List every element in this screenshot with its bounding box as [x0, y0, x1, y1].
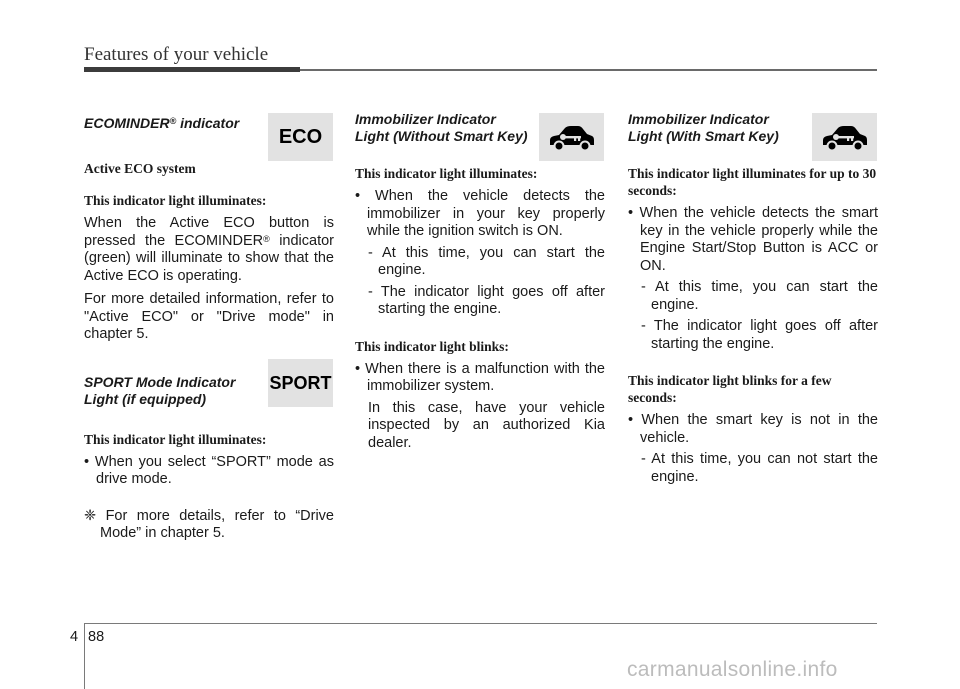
- car-key-icon: [539, 113, 604, 161]
- sport-illum-heading: This indicator light illuminates:: [84, 431, 267, 447]
- sport-heading: SPORT Mode Indicator Light (if equipped): [84, 373, 236, 407]
- immobilizer-nosk-illum-heading: This indicator light illuminates:: [355, 166, 538, 181]
- eco-illum-heading: This indicator light illuminates:: [84, 193, 267, 208]
- page-header-title: Features of your vehicle: [84, 44, 269, 65]
- immobilizer-nosk-dash-2: - The indicator light goes off after starting the engine.: [368, 283, 605, 317]
- footer-rule: [84, 623, 877, 624]
- eco-indicator-icon: ECO: [268, 113, 333, 161]
- header-rule: [300, 69, 877, 71]
- car-key-icon: [812, 113, 877, 161]
- immobilizer-nosk-bullet-2: • When there is a malfunction with the immobilizer system.: [355, 360, 605, 394]
- footer-divider: [84, 624, 85, 689]
- immobilizer-nosk-paragraph: In this case, have your vehicle inspected by an authorized Kia dealer.: [368, 399, 605, 451]
- immobilizer-sk-blink-heading: This indicator light blinks for a few seconds:: [628, 373, 832, 405]
- ecominder-heading: ECOMINDER® indicator: [84, 115, 240, 131]
- sport-bullet-1: • When you select “SPORT” mode as drive mode.: [84, 453, 334, 487]
- immobilizer-nosk-blink-heading: This indicator light blinks:: [355, 338, 509, 354]
- column-immobilizer-smart-key: [628, 108, 878, 486]
- immobilizer-sk-dash-2: - The indicator light goes off after starting the engine.: [641, 318, 878, 352]
- column-eco-sport: [84, 108, 334, 543]
- header-bar: [84, 67, 300, 72]
- car-key-icon-graphic: [820, 123, 870, 151]
- car-key-icon-graphic: [547, 123, 597, 151]
- immobilizer-nosk-bullet-1: • When the vehicle detects the immobilizer in your key properly while the ignition switch is ON.: [355, 188, 605, 239]
- immobilizer-sk-dash-1: - At this time, you can start the engine.: [641, 279, 878, 313]
- immobilizer-nosk-heading: Immobilizer Indicator Light (Without Smart Key): [355, 111, 528, 144]
- footer-page-number: 88: [88, 629, 105, 645]
- watermark: carmanualsonline.info: [627, 658, 838, 681]
- immobilizer-sk-heading: Immobilizer Indicator Light (With Smart Key): [628, 111, 779, 144]
- sport-note: ❈ For more details, refer to “Drive Mode” in chapter 5.: [84, 507, 334, 541]
- immobilizer-sk-dash-3: - At this time, you can not start the engine.: [641, 451, 878, 485]
- eco-subhead: Active ECO system: [84, 161, 196, 176]
- footer-chapter-number: 4: [70, 629, 79, 645]
- immobilizer-nosk-dash-1: - At this time, you can start the engine.: [368, 244, 605, 278]
- immobilizer-sk-bullet-1: • When the vehicle detects the smart key in the vehicle properly while the Engine Start/Stop Button is ACC or ON.: [628, 205, 878, 274]
- immobilizer-sk-bullet-2: • When the smart key is not in the vehicle.: [628, 412, 878, 446]
- immobilizer-sk-illum-heading: This indicator light illuminates for up to 30 seconds:: [628, 166, 877, 198]
- sport-indicator-icon: SPORT: [268, 359, 333, 407]
- eco-paragraph-2: For more detailed information, refer to "Active ECO" or "Drive mode" in chapter 5.: [84, 291, 334, 342]
- eco-paragraph-1: When the Active ECO button is pressed the ECOMINDER® indicator (green) will illuminate to show that the Active ECO is operating.: [84, 215, 334, 284]
